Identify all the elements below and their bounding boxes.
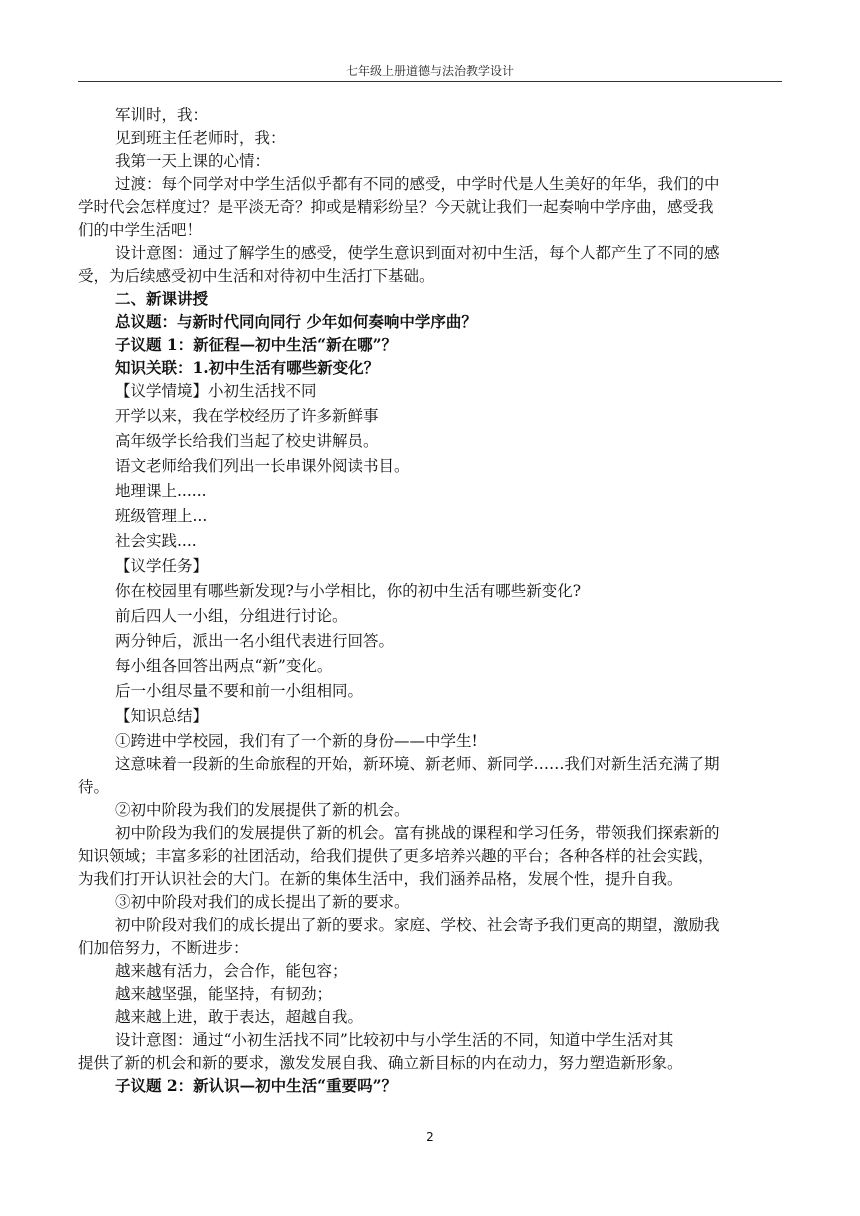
text-line: 每小组各回答出两点“新”变化。 <box>115 657 333 675</box>
text-line: 学时代会怎样度过？是平淡无奇？抑或是精彩纷呈？今天就让我们一起奏响中学序曲，感受我 <box>78 198 714 216</box>
design-intent-line: 提供了新的机会和新的要求，激发发展自我、确立新目标的内在动力，努力塑造新形象。 <box>78 1054 683 1072</box>
text-line: 知识领域；丰富多彩的社团活动，给我们提供了更多培养兴趣的平台；各种各样的社会实践， <box>78 847 714 865</box>
subtopic-heading: 子议题 2：新认识—初中生活“重要吗”？ <box>115 1076 398 1095</box>
text-line: 前后四人一小组，分组进行讨论。 <box>115 607 348 625</box>
text-line: 们加倍努力，不断进步： <box>78 939 249 957</box>
text-line: 两分钟后，派出一名小组代表进行回答。 <box>115 632 395 650</box>
text-line: 语文老师给我们列出一长串课外阅读书目。 <box>115 457 410 475</box>
text-line: 地理课上...... <box>115 482 207 500</box>
knowledge-link-heading: 知识关联：1.初中生活有哪些新变化？ <box>115 358 380 377</box>
text-line: ①跨进中学校园，我们有了一个新的身份——中学生! <box>115 732 478 750</box>
text-line: 【知识总结】 <box>115 707 209 725</box>
main-topic-heading: 总议题：与新时代同向同行 少年如何奏响中学序曲？ <box>115 312 477 331</box>
text-line: ③初中阶段对我们的成长提出了新的要求。 <box>115 893 410 911</box>
text-line: 初中阶段对我们的成长提出了新的要求。家庭、学校、社会寄予我们更高的期望，激励我 <box>115 916 720 934</box>
design-intent-line: 受，为后续感受初中生活和对待初中生活打下基础。 <box>78 267 435 285</box>
subtopic-heading: 子议题 1：新征程—初中生活“新在哪”？ <box>115 335 398 354</box>
text-line: 开学以来，我在学校经历了许多新鲜事 <box>115 407 379 425</box>
text-line: 军训时，我： <box>115 106 209 124</box>
text-line: 后一小组尽量不要和前一小组相同。 <box>115 682 364 700</box>
text-line: 们的中学生活吧！ <box>78 221 203 239</box>
text-line: 为我们打开认识社会的大门。在新的集体生活中，我们涵养品格，发展个性，提升自我。 <box>78 870 683 888</box>
text-line: 【议学情境】小初生活找不同 <box>115 382 317 400</box>
design-intent-line: 设计意图：通过“小初生活找不同”比较初中与小学生活的不同，知道中学生活对其 <box>115 1031 674 1049</box>
text-line: 见到班主任老师时，我： <box>115 129 286 147</box>
text-line: 越来越坚强，能坚持，有韧劲； <box>115 985 333 1003</box>
text-line: 社会实践.... <box>115 532 197 550</box>
text-line: 过渡：每个同学对中学生活似乎都有不同的感受，中学时代是人生美好的年华，我们的中 <box>115 175 720 193</box>
text-line: 初中阶段为我们的发展提供了新的机会。富有挑战的课程和学习任务，带领我们探索新的 <box>115 824 720 842</box>
text-line: ②初中阶段为我们的发展提供了新的机会。 <box>115 801 410 819</box>
header-divider <box>78 81 782 82</box>
text-line: 你在校园里有哪些新发现?与小学相比，你的初中生活有哪些新变化? <box>115 582 582 600</box>
text-line: 【议学任务】 <box>115 557 209 575</box>
design-intent-line: 设计意图：通过了解学生的感受，使学生意识到面对初中生活，每个人都产生了不同的感 <box>115 244 720 262</box>
text-line: 越来越有活力，会合作，能包容； <box>115 962 348 980</box>
text-line: 班级管理上... <box>115 507 208 525</box>
text-line: 这意味着一段新的生命旅程的开始，新环境、新老师、新同学……我们对新生活充满了期 <box>115 755 720 773</box>
text-line: 高年级学长给我们当起了校史讲解员。 <box>115 432 379 450</box>
text-line: 越来越上进，敢于表达，超越自我。 <box>115 1008 364 1026</box>
section-heading: 二、新课讲授 <box>115 289 209 308</box>
page-number: 2 <box>426 1130 434 1144</box>
text-line: 待。 <box>78 778 110 796</box>
text-line: 我第一天上课的心情： <box>115 152 271 170</box>
header-title: 七年级上册道德与法治教学设计 <box>345 64 514 78</box>
